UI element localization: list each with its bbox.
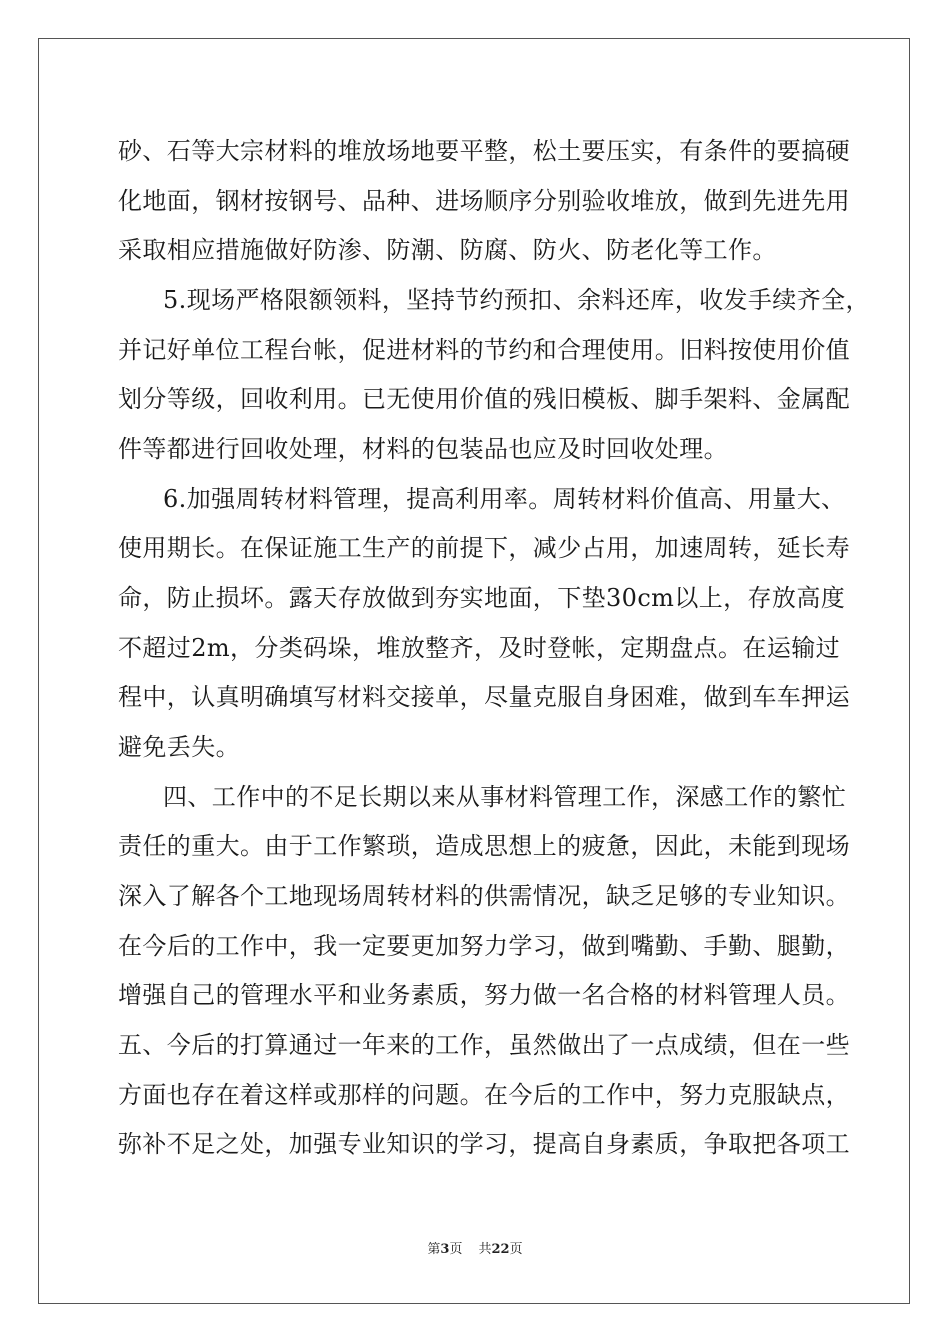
page-suffix: 页 — [449, 1242, 463, 1257]
total-pages: 22 — [491, 1242, 510, 1257]
page-prefix: 第 — [427, 1242, 441, 1257]
text-line: 避免丢失。 — [118, 733, 240, 761]
text-line: 划分等级，回收利用。已无使用价值的残旧模板、脚手架料、金属配 — [118, 385, 850, 413]
text-line: 五、今后的打算通过一年来的工作，虽然做出了一点成绩，但在一些 — [118, 1031, 850, 1059]
text-line: 件等都进行回收处理，材料的包装品也应及时回收处理。 — [118, 435, 728, 463]
page-border — [38, 38, 910, 1304]
text-line: 方面也存在着这样或那样的问题。在今后的工作中，努力克服缺点， — [118, 1081, 850, 1109]
text-line: 砂、石等大宗材料的堆放场地要平整，松土要压实，有条件的要搞硬 — [118, 137, 850, 165]
text-line: 5.现场严格限额领料，坚持节约预扣、余料还库，收发手续齐全， — [163, 286, 870, 314]
text-line: 并记好单位工程台帐，促进材料的节约和合理使用。旧料按使用价值 — [118, 336, 850, 364]
text-line: 深入了解各个工地现场周转材料的供需情况，缺乏足够的专业知识。 — [118, 882, 850, 910]
text-line: 在今后的工作中，我一定要更加努力学习，做到嘴勤、手勤、腿勤， — [118, 932, 850, 960]
text-line: 化地面，钢材按钢号、品种、进场顺序分别验收堆放，做到先进先用 — [118, 187, 850, 215]
text-line: 程中，认真明确填写材料交接单，尽量克服自身困难，做到车车押运 — [118, 683, 850, 711]
text-line: 6.加强周转材料管理，提高利用率。周转材料价值高、用量大、 — [163, 485, 846, 513]
text-line: 不超过2m，分类码垛，堆放整齐，及时登帐，定期盘点。在运输过 — [118, 634, 841, 662]
page-footer — [0, 1238, 950, 1257]
text-line: 命，防止损坏。露天存放做到夯实地面，下垫30cm以上，存放高度 — [118, 584, 846, 612]
text-line: 使用期长。在保证施工生产的前提下，减少占用，加速周转，延长寿 — [118, 534, 850, 562]
total-prefix: 共 — [478, 1242, 492, 1257]
page-number: 3 — [440, 1242, 450, 1257]
text-line: 采取相应措施做好防渗、防潮、防腐、防火、防老化等工作。 — [118, 236, 777, 264]
text-line: 弥补不足之处，加强专业知识的学习，提高自身素质，争取把各项工 — [118, 1130, 850, 1158]
text-line: 责任的重大。由于工作繁琐，造成思想上的疲惫，因此，未能到现场 — [118, 832, 850, 860]
text-line: 四、工作中的不足长期以来从事材料管理工作，深感工作的繁忙 — [163, 783, 847, 811]
text-line: 增强自己的管理水平和业务素质，努力做一名合格的材料管理人员。 — [118, 981, 850, 1009]
total-suffix: 页 — [509, 1242, 523, 1257]
